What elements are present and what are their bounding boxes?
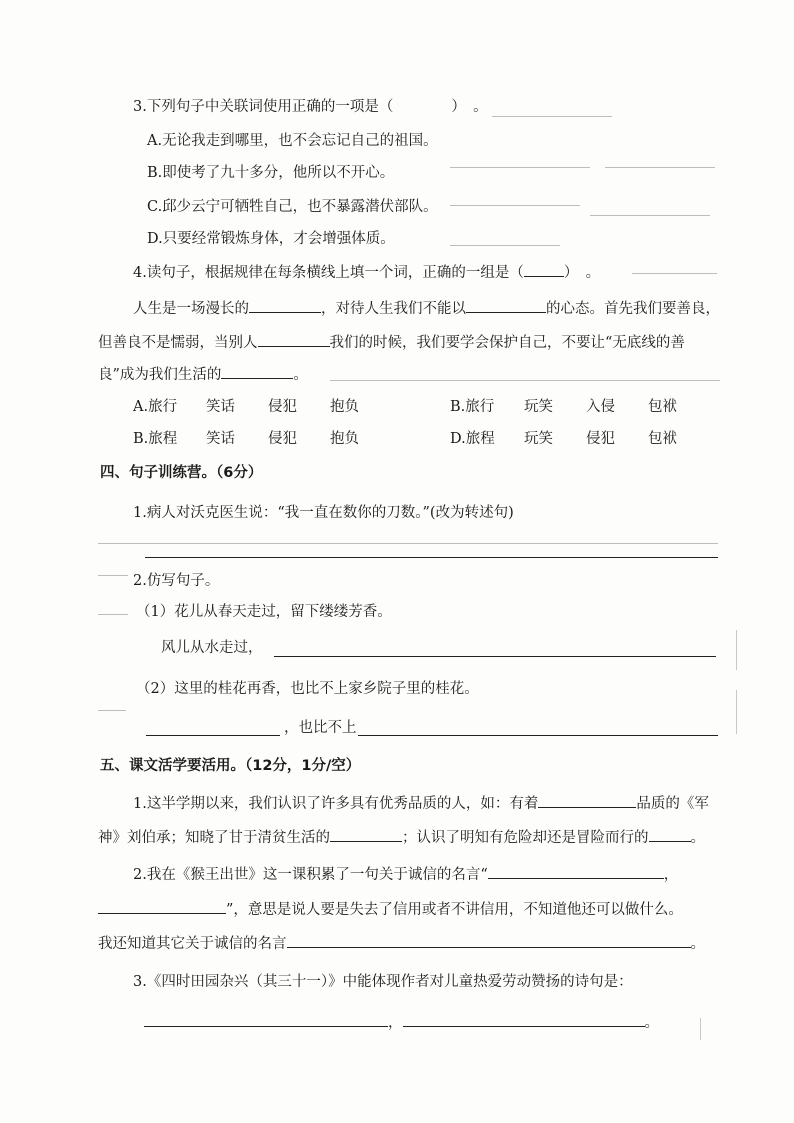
q4-option-c-1: B.旅程 [133,431,178,447]
bleed-line [590,215,710,216]
bleed-line [450,245,560,246]
q4-answer-blank[interactable] [524,268,564,277]
fill-blank[interactable] [221,364,293,379]
sec4-fill-1: 风儿从水走过， [161,640,263,656]
q4-option-d-3: 侵犯 [586,431,615,447]
sec5-q2-line-2: ”，意思是说人要是失去了信用或者不讲信用，不知道他还可以做什么。 [98,899,683,920]
bleed-line [450,205,580,206]
fill-blank[interactable] [249,298,321,313]
q3-option-d: D.只要经常锻炼身体，才会增强体质。 [147,231,395,247]
q3-option-c: C.邱少云宁可牺牲自己，也不暴露潜伏部队。 [147,199,438,215]
sec4-q1: 1.病人对沃克医生说：“我一直在数你的刀数。”(改为转述句) [133,505,514,521]
q4-option-a-2: 笑话 [206,399,235,415]
bleed-line [450,167,590,168]
fill-blank[interactable] [330,827,402,842]
sec5-q3-answer: ， 。 [144,1012,659,1033]
sec5-q3: 3.《四时田园杂兴（其三十一）》中能体现作者对儿童热爱劳动赞扬的诗句是： [133,974,633,990]
q4-option-c-4: 抱负 [330,431,359,447]
q4-option-a-1: A.旅行 [133,399,178,415]
q4-option-b-3: 入侵 [586,399,615,415]
q3-option-a: A.无论我走到哪里，也不会忘记自己的祖国。 [147,133,438,149]
answer-line[interactable] [146,735,280,736]
q4-option-c-2: 笑话 [206,431,235,447]
bleed-line [98,543,718,544]
fill-blank[interactable] [98,899,226,914]
sec5-q2-line-3: 我还知道其它关于诚信的名言 。 [98,933,705,954]
q4-passage-line-2: 但善良不是懦弱，当别人 我们的时候，我们要学会保护自己，不要让“无底线的善 [98,332,685,353]
q3-option-b: B.即使考了九十多分，他所以不开心。 [147,165,395,181]
bleed-line [330,380,720,381]
bleed-mark [736,630,737,670]
fill-blank[interactable] [649,827,691,842]
bleed-line [605,167,715,168]
bleed-line [98,710,126,711]
sec5-q2-line-1: 2.我在《猴王出世》这一课积累了一句关于诚信的名言“ ， [133,864,678,885]
q4-stem: 4.读句子，根据规律在每条横线上填一个词，正确的一组是（ ） 。 [133,265,601,281]
bleed-line [632,273,717,274]
answer-line[interactable] [274,656,716,657]
q4-passage-line-1: 人生是一场漫长的 ，对待人生我们不能以 的心态。首先我们要善良， [133,298,720,319]
q4-option-d-1: D.旅程 [450,431,495,447]
sec4-fill-2: ，也比不上 [284,720,357,736]
section-4-title: 四、句子训练营。（6分） [100,465,263,481]
q4-option-b-1: B.旅行 [450,399,495,415]
q4-option-a-3: 侵犯 [268,399,297,415]
fill-blank[interactable] [144,1012,388,1027]
q3-stem: 3.下列句子中关联词使用正确的一项是（ ） 。 [133,99,488,115]
sec5-q1-line-1: 1.这半学期以来，我们认识了许多具有优秀品质的人，如：有着 品质的《军 [133,793,709,814]
bleed-line [98,575,128,576]
q4-option-a-4: 抱负 [330,399,359,415]
sec4-sentence-1: （1）花儿从春天走过，留下缕缕芳香。 [136,604,392,620]
fill-blank[interactable] [466,298,546,313]
q4-option-d-2: 玩笑 [524,431,553,447]
q4-option-c-3: 侵犯 [268,431,297,447]
answer-line[interactable] [358,735,718,736]
q4-passage-line-3: 良”成为我们生活的 。 [98,364,308,385]
fill-blank[interactable] [258,332,330,347]
bleed-mark [736,690,737,734]
section-5-title: 五、课文活学要活用。（12分，1分/空） [100,758,361,774]
q4-option-b-2: 玩笑 [524,399,553,415]
bleed-line [492,116,612,117]
sec4-q2: 2.仿写句子。 [133,573,220,589]
q4-option-b-4: 包袱 [648,399,677,415]
fill-blank[interactable] [488,864,664,879]
answer-line[interactable] [145,557,718,558]
sec5-q1-line-2: 神》刘伯承；知晓了甘于清贫生活的 ；认识了明知有危险却还是冒险而行的 。 [98,827,705,848]
bleed-line [98,614,128,615]
fill-blank[interactable] [403,1012,645,1027]
sec4-sentence-2: （2）这里的桂花再香，也比不上家乡院子里的桂花。 [136,681,479,697]
fill-blank[interactable] [538,793,636,808]
bleed-mark [700,1018,701,1040]
fill-blank[interactable] [287,933,691,948]
q4-option-d-4: 包袱 [648,431,677,447]
